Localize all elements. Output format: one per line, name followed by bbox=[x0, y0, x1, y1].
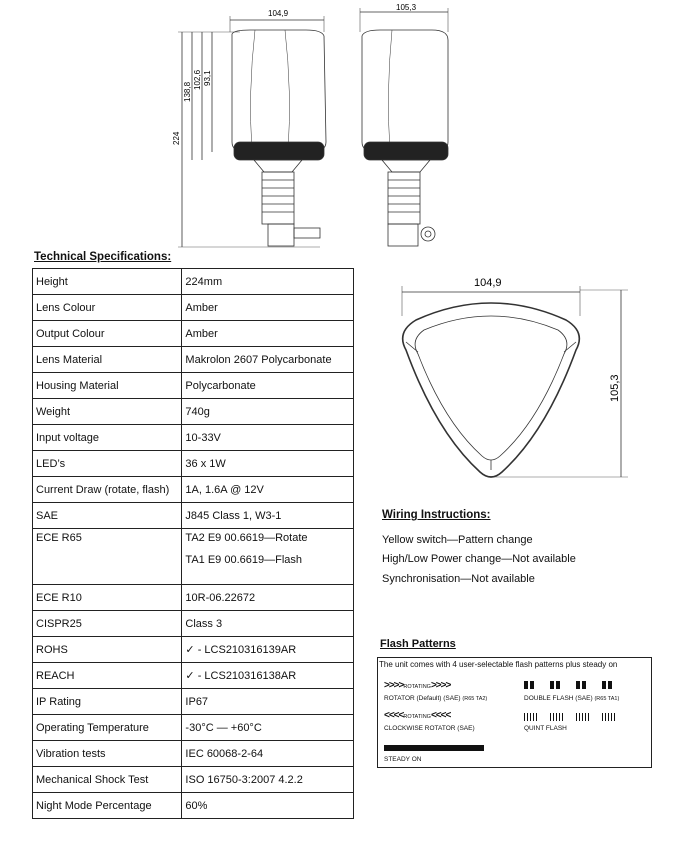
flash-intro: The unit comes with 4 user-selectable flash patterns plus steady on bbox=[379, 660, 618, 669]
spec-row bbox=[33, 477, 354, 503]
height-b-label: 102,6 bbox=[193, 69, 202, 90]
spec-value: ISO 16750-3:2007 4.2.2 bbox=[182, 767, 354, 793]
double-flash-code: (R65 TA1) bbox=[594, 696, 620, 702]
spec-row bbox=[33, 793, 354, 819]
wiring-line: High/Low Power change—Not available bbox=[382, 553, 576, 565]
spec-value: 10-33V bbox=[182, 425, 354, 451]
spec-value: 36 x 1W bbox=[182, 451, 354, 477]
spec-label: REACH bbox=[33, 663, 182, 689]
spec-row bbox=[33, 295, 354, 321]
spec-value: J845 Class 1, W3-1 bbox=[182, 503, 354, 529]
height-total-label: 224 bbox=[172, 131, 181, 145]
spec-row bbox=[33, 373, 354, 399]
flash-patterns-box bbox=[377, 657, 652, 768]
spec-value: Class 3 bbox=[182, 611, 354, 637]
wiring-line: Yellow switch—Pattern change bbox=[382, 534, 533, 546]
spec-label: ECE R10 bbox=[33, 585, 182, 611]
spec-value: -30°C — +60°C bbox=[182, 715, 354, 741]
rear-view-drawing bbox=[352, 2, 452, 252]
spec-value: Amber bbox=[182, 295, 354, 321]
double-flash-label: DOUBLE FLASH (SAE) bbox=[524, 695, 593, 702]
flash-title: Flash Patterns bbox=[380, 638, 456, 650]
spec-value: Makrolon 2607 Polycarbonate bbox=[182, 347, 354, 373]
spec-row bbox=[33, 425, 354, 451]
spec-label: Output Colour bbox=[33, 321, 182, 347]
spec-row bbox=[33, 529, 354, 585]
spec-row bbox=[33, 741, 354, 767]
rotator-label: ROTATOR (Default) (SAE) bbox=[384, 695, 461, 702]
cw-glyph-label: ROTATING bbox=[403, 714, 431, 720]
spec-value: 60% bbox=[182, 793, 354, 819]
quint-flash-label: QUINT FLASH bbox=[524, 725, 567, 732]
rotator-code: (R65 TA2) bbox=[462, 696, 488, 702]
spec-label: Height bbox=[33, 269, 182, 295]
spec-row bbox=[33, 637, 354, 663]
spec-value: 224mm bbox=[182, 269, 354, 295]
clockwise-rotator-pattern-icon: <<<<ROTATING<<<< bbox=[384, 710, 451, 721]
spec-label: CISPR25 bbox=[33, 611, 182, 637]
height-c-label: 93,1 bbox=[203, 70, 212, 86]
spec-label: ECE R65 bbox=[33, 529, 182, 585]
height-a-label: 138,8 bbox=[183, 81, 192, 102]
spec-row bbox=[33, 451, 354, 477]
side-width-label: 104,9 bbox=[268, 9, 289, 18]
spec-label: Housing Material bbox=[33, 373, 182, 399]
spec-label: Vibration tests bbox=[33, 741, 182, 767]
spec-value-line: TA1 E9 00.6619—Flash bbox=[185, 554, 303, 566]
spec-row bbox=[33, 767, 354, 793]
spec-label: Night Mode Percentage bbox=[33, 793, 182, 819]
quint-flash-pattern-icon bbox=[524, 712, 628, 722]
spec-value bbox=[182, 529, 354, 585]
rotator-glyph-label: ROTATING bbox=[403, 684, 431, 690]
spec-row bbox=[33, 715, 354, 741]
spec-row bbox=[33, 611, 354, 637]
rear-width-label: 105,3 bbox=[396, 3, 417, 12]
spec-value: 740g bbox=[182, 399, 354, 425]
spec-row bbox=[33, 503, 354, 529]
spec-row bbox=[33, 399, 354, 425]
double-flash-pattern-icon bbox=[524, 680, 628, 690]
side-view-drawing bbox=[170, 2, 330, 252]
spec-value: ✓ - LCS210316138AR bbox=[182, 663, 354, 689]
top-width-label: 104,9 bbox=[474, 277, 502, 289]
spec-value: 10R-06.22672 bbox=[182, 585, 354, 611]
spec-label: Current Draw (rotate, flash) bbox=[33, 477, 182, 503]
spec-label: Mechanical Shock Test bbox=[33, 767, 182, 793]
spec-value: Polycarbonate bbox=[182, 373, 354, 399]
spec-table bbox=[32, 268, 354, 819]
spec-row bbox=[33, 689, 354, 715]
spec-value-line: TA2 E9 00.6619—Rotate bbox=[185, 532, 308, 544]
spec-row bbox=[33, 321, 354, 347]
spec-label: ROHS bbox=[33, 637, 182, 663]
spec-value: 1A, 1.6A @ 12V bbox=[182, 477, 354, 503]
wiring-title: Wiring Instructions: bbox=[382, 509, 491, 521]
spec-label: LED’s bbox=[33, 451, 182, 477]
steady-on-label: STEADY ON bbox=[384, 756, 422, 763]
top-depth-label: 105,3 bbox=[609, 374, 621, 402]
clockwise-rotator-label: CLOCKWISE ROTATOR (SAE) bbox=[384, 725, 475, 732]
spec-title: Technical Specifications: bbox=[34, 251, 172, 263]
spec-label: Operating Temperature bbox=[33, 715, 182, 741]
spec-row bbox=[33, 663, 354, 689]
wiring-line: Synchronisation—Not available bbox=[382, 573, 535, 585]
spec-value: ✓ - LCS210316139AR bbox=[182, 637, 354, 663]
steady-on-pattern-icon bbox=[384, 745, 484, 751]
spec-label: Weight bbox=[33, 399, 182, 425]
spec-label: Lens Colour bbox=[33, 295, 182, 321]
rotator-pattern-icon: >>>>ROTATING>>>> bbox=[384, 680, 451, 691]
spec-label: Lens Material bbox=[33, 347, 182, 373]
spec-label: SAE bbox=[33, 503, 182, 529]
spec-value: Amber bbox=[182, 321, 354, 347]
spec-row bbox=[33, 269, 354, 295]
spec-label: Input voltage bbox=[33, 425, 182, 451]
spec-row bbox=[33, 347, 354, 373]
spec-value: IEC 60068-2-64 bbox=[182, 741, 354, 767]
top-view-drawing bbox=[396, 272, 636, 488]
spec-value: IP67 bbox=[182, 689, 354, 715]
spec-label: IP Rating bbox=[33, 689, 182, 715]
spec-row bbox=[33, 585, 354, 611]
